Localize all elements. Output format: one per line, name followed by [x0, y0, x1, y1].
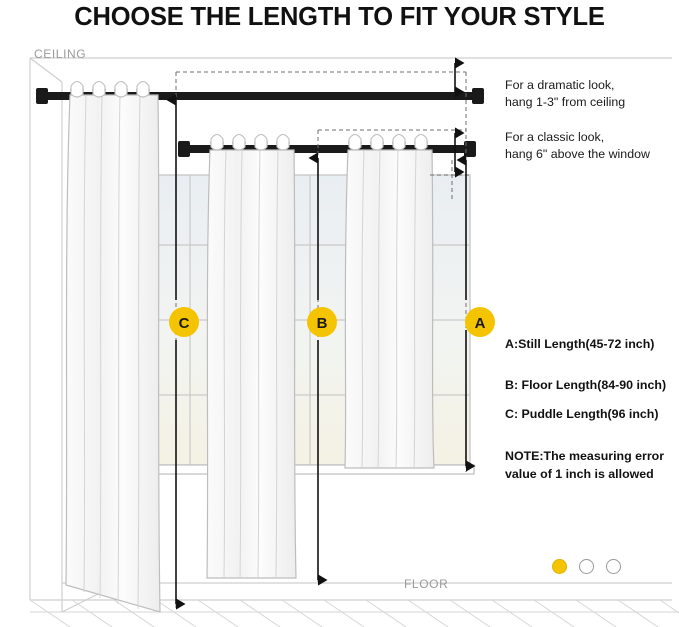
marker-badge-b	[307, 307, 337, 337]
floor-label: FLOOR	[404, 577, 449, 591]
page-title: CHOOSE THE LENGTH TO FIT YOUR STYLE	[74, 3, 605, 31]
carousel-dot-1[interactable]	[552, 559, 567, 574]
carousel-dots[interactable]	[552, 559, 621, 574]
legend-item-b: B: Floor Length(84-90 inch)	[505, 378, 667, 392]
legend-item-a: A:Still Length(45-72 inch)	[505, 337, 655, 351]
curtain-panel-b	[207, 135, 296, 579]
floor-boards	[30, 600, 679, 627]
callout-dramatic-line2: hang 1-3" from ceiling	[505, 95, 626, 109]
svg-text:A: A	[474, 315, 486, 332]
legend-item-c: C: Puddle Length(96 inch)	[505, 407, 659, 421]
callout-classic-line1: For a classic look,	[505, 130, 605, 144]
marker-badge-c	[169, 307, 199, 337]
carousel-dot-2[interactable]	[579, 559, 594, 574]
curtain-panel-a	[345, 135, 434, 469]
ceiling-label: CEILING	[34, 47, 87, 61]
curtain-panel-c	[66, 82, 160, 613]
carousel-dot-3[interactable]	[606, 559, 621, 574]
svg-text:B: B	[316, 315, 328, 332]
svg-text:C: C	[178, 315, 190, 332]
callout-classic-line2: hang 6" above the window	[505, 147, 650, 161]
note-line1: NOTE:The measuring error	[505, 449, 665, 463]
note-line2: value of 1 inch is allowed	[505, 467, 654, 481]
marker-badge-a	[465, 307, 495, 337]
callout-dramatic-line1: For a dramatic look,	[505, 78, 615, 92]
